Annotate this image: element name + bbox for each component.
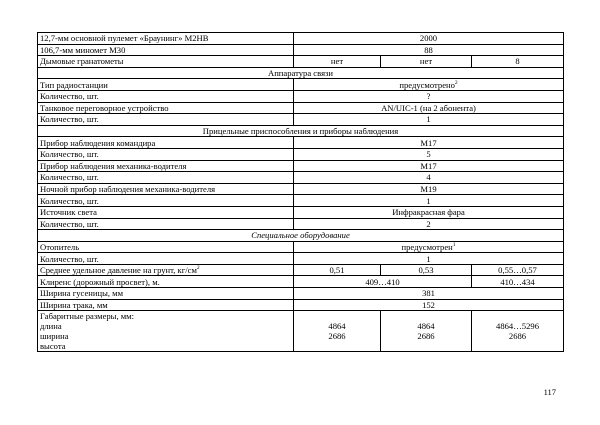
row-label: Клиренс (дорожный просвет), м. <box>38 276 294 288</box>
row-label: Количество, шт. <box>38 90 294 102</box>
dimension-length-value: 4864 <box>417 321 435 332</box>
dimensions-variant-1 <box>294 311 381 352</box>
row-label: Ширина гусеницы, мм <box>38 288 294 300</box>
row-value: 2 <box>294 218 564 230</box>
row-value: 1 <box>294 195 564 207</box>
dimensions-heading: Габаритные размеры, мм: <box>40 311 135 322</box>
table-row <box>38 160 564 172</box>
row-label: Количество, шт. <box>38 253 294 265</box>
table-row <box>38 299 564 311</box>
table-row <box>38 44 564 56</box>
row-value <box>294 79 564 91</box>
row-value <box>294 241 564 253</box>
table-row <box>38 56 564 68</box>
row-value: 381 <box>294 288 564 300</box>
table-row <box>38 241 564 253</box>
footnote-marker: 1 <box>452 242 456 249</box>
table-row <box>38 253 564 265</box>
row-value: Инфракрасная фара <box>294 206 564 218</box>
section-header <box>38 67 564 79</box>
unit-superscript: 2 <box>196 265 200 272</box>
table-row <box>38 264 564 276</box>
row-value-variant-3: 8 <box>472 56 564 68</box>
section-title-special-equipment: Специальное оборудование <box>38 230 564 242</box>
row-value: 1 <box>294 253 564 265</box>
footnote-marker: 2 <box>454 79 458 86</box>
row-value-variants-1-2: 409…410 <box>294 276 472 288</box>
row-label: Количество, шт. <box>38 218 294 230</box>
row-label: Дымовые гранатометы <box>38 56 294 68</box>
table-row <box>38 206 564 218</box>
dimension-length-value: 4864 <box>328 321 346 332</box>
row-label: Ночной прибор наблюдения механика-водителя <box>38 183 294 195</box>
row-value-variant-1: 0,51 <box>294 264 381 276</box>
row-value-variant-2: нет <box>381 56 472 68</box>
dimension-width-value: 2686 <box>417 331 435 342</box>
row-value: 1 <box>294 114 564 126</box>
row-label: Отопитель <box>38 241 294 253</box>
page-number: 117 <box>543 387 556 397</box>
table-row <box>38 90 564 102</box>
row-value-variant-1: нет <box>294 56 381 68</box>
row-value: M19 <box>294 183 564 195</box>
table-row <box>38 172 564 184</box>
table-row <box>38 114 564 126</box>
row-value-variant-3: 410…434 <box>472 276 564 288</box>
section-title-communications: Аппаратура связи <box>38 67 564 79</box>
row-label <box>38 264 294 276</box>
table-row <box>38 79 564 91</box>
section-title-sights: Прицельные приспособления и приборы наблюдения <box>38 125 564 137</box>
row-label: Тип радиостанции <box>38 79 294 91</box>
dimensions-variant-3 <box>472 311 564 352</box>
table-row <box>38 195 564 207</box>
row-label: Количество, шт. <box>38 195 294 207</box>
row-value: 152 <box>294 299 564 311</box>
row-value-text: предусмотрено <box>399 79 455 90</box>
row-label: Количество, шт. <box>38 172 294 184</box>
row-label: Танковое переговорное устройство <box>38 102 294 114</box>
dimensions-row <box>38 311 564 352</box>
row-value-variant-3: 0,55…0,57 <box>472 264 564 276</box>
row-value: ? <box>294 90 564 102</box>
table-row <box>38 183 564 195</box>
dimension-width-value: 2686 <box>328 331 346 342</box>
row-label: Количество, шт. <box>38 148 294 160</box>
dimensions-labels <box>38 311 294 352</box>
row-label: 106,7-мм миномет M30 <box>38 44 294 56</box>
table-row <box>38 102 564 114</box>
dimensions-variant-2 <box>381 311 472 352</box>
row-value-text: предусмотрен <box>401 241 453 252</box>
dimension-height-label: высота <box>40 341 66 352</box>
row-label: Источник света <box>38 206 294 218</box>
dimension-length-label: длина <box>40 321 62 332</box>
dimension-width-label: ширина <box>40 331 69 342</box>
row-value: 4 <box>294 172 564 184</box>
row-label-text: Среднее удельное давление на грунт, кг/см <box>40 265 197 276</box>
row-label: Прибор наблюдения командира <box>38 137 294 149</box>
row-label: Ширина трака, мм <box>38 299 294 311</box>
row-label: Количество, шт. <box>38 114 294 126</box>
table-row <box>38 137 564 149</box>
dimension-length-value: 4864…5296 <box>496 321 539 332</box>
specifications-table <box>37 32 564 352</box>
row-value: AN/UIC-1 (на 2 абонента) <box>294 102 564 114</box>
row-value: 88 <box>294 44 564 56</box>
section-header <box>38 230 564 242</box>
dimension-width-value: 2686 <box>508 331 527 342</box>
table-row <box>38 276 564 288</box>
row-label: 12,7-мм основной пулемет «Браунинг» M2HB <box>38 33 294 45</box>
row-value-variant-2: 0,53 <box>381 264 472 276</box>
table-row <box>38 148 564 160</box>
row-value: 2000 <box>294 33 564 45</box>
table-row <box>38 288 564 300</box>
row-value: 5 <box>294 148 564 160</box>
row-label: Прибор наблюдения механика-водителя <box>38 160 294 172</box>
table-row <box>38 33 564 45</box>
row-value: M17 <box>294 160 564 172</box>
row-value: M17 <box>294 137 564 149</box>
section-header <box>38 125 564 137</box>
table-row <box>38 218 564 230</box>
